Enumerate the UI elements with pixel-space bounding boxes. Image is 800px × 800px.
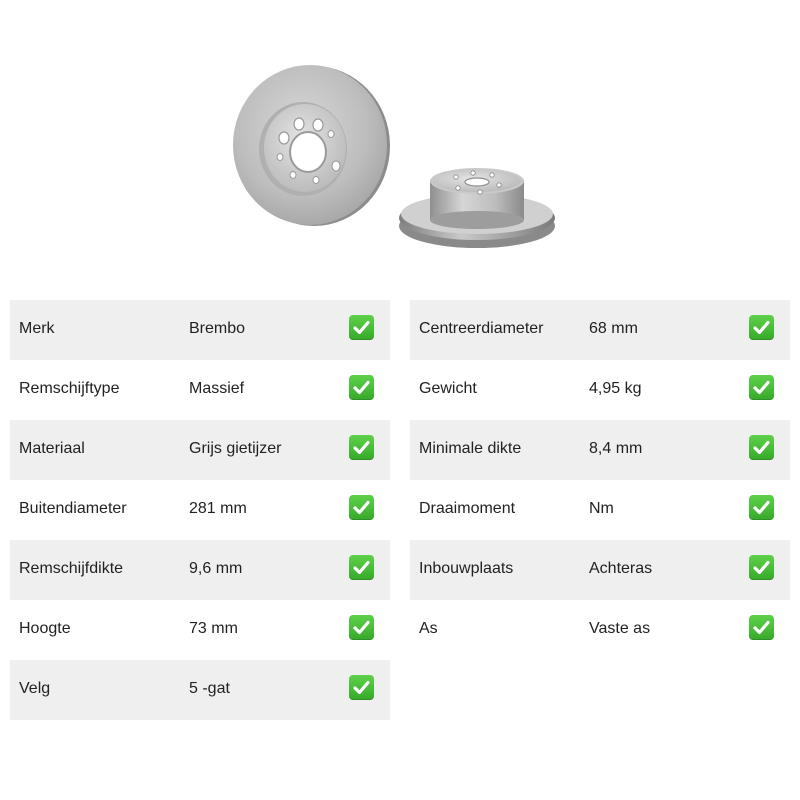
spec-value: Brembo xyxy=(189,320,246,337)
spec-value: 73 mm xyxy=(189,620,238,637)
spec-label: Gewicht xyxy=(419,380,477,397)
check-mark-icon xyxy=(349,555,374,580)
spec-value: 68 mm xyxy=(589,320,638,337)
spec-value: Achteras xyxy=(589,560,653,577)
spec-row xyxy=(10,480,390,540)
spec-value: Massief xyxy=(189,380,245,397)
spec-row xyxy=(410,480,790,540)
spec-row xyxy=(410,360,790,420)
spec-label: Materiaal xyxy=(19,440,85,457)
check-mark-icon xyxy=(749,375,774,400)
spec-row xyxy=(10,360,390,420)
spec-label: Remschijfdikte xyxy=(19,560,124,577)
spec-label: Buitendiameter xyxy=(19,500,127,517)
spec-row xyxy=(10,540,390,600)
spec-value: 4,95 kg xyxy=(589,380,642,397)
spec-table-right xyxy=(410,300,790,660)
spec-table-left xyxy=(10,300,390,720)
spec-value: 5 -gat xyxy=(189,680,230,697)
spec-label: Merk xyxy=(19,320,55,337)
spec-row xyxy=(10,300,390,360)
spec-label: Hoogte xyxy=(19,620,71,637)
spec-row xyxy=(10,420,390,480)
check-mark-icon xyxy=(749,615,774,640)
spec-label: Velg xyxy=(19,680,51,697)
check-mark-icon xyxy=(349,675,374,700)
spec-row xyxy=(410,300,790,360)
spec-row xyxy=(10,600,390,660)
check-mark-icon xyxy=(349,315,374,340)
spec-row xyxy=(410,600,790,660)
check-mark-icon xyxy=(349,615,374,640)
check-mark-icon xyxy=(749,555,774,580)
check-mark-icon xyxy=(349,495,374,520)
spec-value: 9,6 mm xyxy=(189,560,243,577)
spec-value: Grijs gietijzer xyxy=(189,440,282,457)
brake-disc-image xyxy=(0,0,800,290)
spec-value: 281 mm xyxy=(189,500,247,517)
spec-row xyxy=(410,540,790,600)
spec-label: As xyxy=(419,620,438,637)
check-mark-icon xyxy=(749,315,774,340)
check-mark-icon xyxy=(749,495,774,520)
spec-row xyxy=(10,660,390,720)
spec-label: Minimale dikte xyxy=(419,440,522,457)
spec-label: Draaimoment xyxy=(419,500,516,517)
spec-row xyxy=(410,420,790,480)
spec-label: Remschijftype xyxy=(19,380,120,397)
spec-value: 8,4 mm xyxy=(589,440,643,457)
spec-value: Vaste as xyxy=(589,620,651,637)
check-mark-icon xyxy=(349,375,374,400)
spec-label: Centreerdiameter xyxy=(419,320,544,337)
spec-label: Inbouwplaats xyxy=(419,560,514,577)
spec-value: Nm xyxy=(589,500,614,517)
check-mark-icon xyxy=(349,435,374,460)
check-mark-icon xyxy=(749,435,774,460)
